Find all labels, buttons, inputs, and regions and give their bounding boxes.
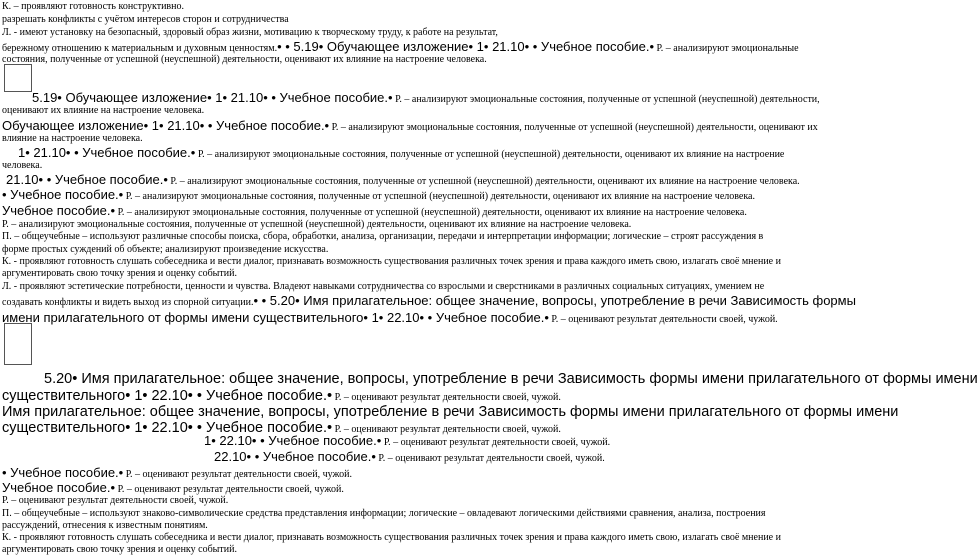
text-line: 5.19• Обучающее изложение• 1• 21.10• • Учебное пособие.• Р. – анализируют эмоциональные состояния, полученные от успешной (неуспешной) деятельности,	[32, 90, 820, 105]
text-line: • Учебное пособие.• Р. – оценивают результат деятельности своей, чужой.	[2, 465, 353, 480]
text-line: аргументировать свою точку зрения и оценку событий.	[2, 268, 237, 279]
text-line: Учебное пособие.• Р. – анализируют эмоциональные состояния, полученные от успешной (неуспешной) деятельности, оценивают их влияние на настроение человека.	[2, 203, 747, 218]
text-line: Обучающее изложение• 1• 21.10• • Учебное пособие.• Р. – анализируют эмоциональные состояния, полученные от успешной (неуспешной) деятельности, оценивают их	[2, 118, 818, 133]
text-line: разрешать конфликты с учётом интересов сторон и сотрудничества	[2, 14, 289, 25]
text-line: имени прилагательного от формы имени существительного• 1• 22.10• • Учебное пособие.• Р. – оценивают результат деятельности своей, чужой.	[2, 310, 778, 325]
text-line: человека.	[2, 160, 43, 171]
text-line: 21.10• • Учебное пособие.• Р. – анализируют эмоциональные состояния, полученные от успешной (неуспешной) деятельности, оценивают их влияние на настроение человека.	[6, 172, 800, 187]
text-line: К. - проявляют готовность слушать собеседника и вести диалог, признавать возможность существования различных точек зрения и права каждого иметь свою, излагать своё мнение и	[2, 256, 781, 267]
text-line: 1• 21.10• • Учебное пособие.• Р. – анализируют эмоциональные состояния, полученные от успешной (неуспешной) деятельности, оценивают их влияние на настроение	[18, 145, 785, 160]
text-line: Р. – анализируют эмоциональные состояния, полученные от успешной (неуспешной) деятельности, оценивают их влияние на настроение человека.	[2, 219, 632, 230]
text-line: Имя прилагательное: общее значение, вопросы, употребление в речи Зависимость формы имени прилагательного от формы имени	[2, 404, 899, 420]
text-line: существительного• 1• 22.10• • Учебное пособие.• Р. – оценивают результат деятельности своей, чужой.	[2, 420, 561, 436]
text-line: Учебное пособие.• Р. – оценивают результат деятельности своей, чужой.	[2, 480, 344, 495]
text-line: оценивают их влияние на настроение человека.	[2, 105, 205, 116]
text-line: бережному отношению к материальным и духовным ценностям.• • 5.19• Обучающее изложение• 1• 21.10• • Учебное пособие.• Р. – анализируют эмоциональные	[2, 39, 799, 54]
text-line: создавать конфликты и видеть выход из спорной ситуации.• • 5.20• Имя прилагательное: общее значение, вопросы, употребление в речи Зависимость формы	[2, 293, 856, 308]
text-line: П. – общеучебные – используют различные способы поиска, сбора, обработки, анализа, организации, передачи и интерпретации информации; логические – строят рассуждения в	[2, 231, 764, 242]
text-line: К. – проявляют готовность конструктивно.	[2, 1, 184, 12]
text-line: 1• 22.10• • Учебное пособие.• Р. – оценивают результат деятельности своей, чужой.	[204, 433, 611, 448]
image-placeholder-2	[4, 323, 32, 365]
text-line: состояния, полученные от успешной (неуспешной) деятельности, оценивают их влияние на настроение человека.	[2, 54, 487, 65]
image-placeholder-1	[4, 64, 32, 92]
text-line: форме простых суждений об объекте; анализируют произведение искусства.	[2, 244, 329, 255]
text-line: П. – общеучебные – используют знаково-символические средства представления информации; логические – овладевают логическими действиями сравнения, анализа, построения	[2, 508, 766, 519]
text-line: Р. – оценивают результат деятельности своей, чужой.	[2, 495, 229, 506]
text-line: К. - проявляют готовность слушать собеседника и вести диалог, признавать возможность существования различных точек зрения и права каждого иметь свою, излагать своё мнение и	[2, 532, 781, 543]
text-line: 22.10• • Учебное пособие.• Р. – оценивают результат деятельности своей, чужой.	[214, 449, 605, 464]
text-line: аргументировать свою точку зрения и оценку событий.	[2, 544, 237, 555]
text-line: Л. - имеют установку на безопасный, здоровый образ жизни, мотивацию к творческому труду, к работе на результат,	[2, 27, 498, 38]
text-line: рассуждений, отнесения к известным понятиям.	[2, 520, 208, 531]
text-line: Л. - проявляют эстетические потребности, ценности и чувства. Владеют навыками сотрудничества со взрослыми и сверстниками в различных социальных ситуациях, умением не	[2, 281, 765, 292]
text-line: 5.20• Имя прилагательное: общее значение, вопросы, употребление в речи Зависимость формы имени прилагательного от формы имени	[44, 371, 978, 387]
text-line: • Учебное пособие.• Р. – анализируют эмоциональные состояния, полученные от успешной (неуспешной) деятельности, оценивают их влияние на настроение человека.	[2, 187, 755, 202]
text-line: влияние на настроение человека.	[2, 133, 143, 144]
text-line: существительного• 1• 22.10• • Учебное пособие.• Р. – оценивают результат деятельности своей, чужой.	[2, 388, 561, 404]
